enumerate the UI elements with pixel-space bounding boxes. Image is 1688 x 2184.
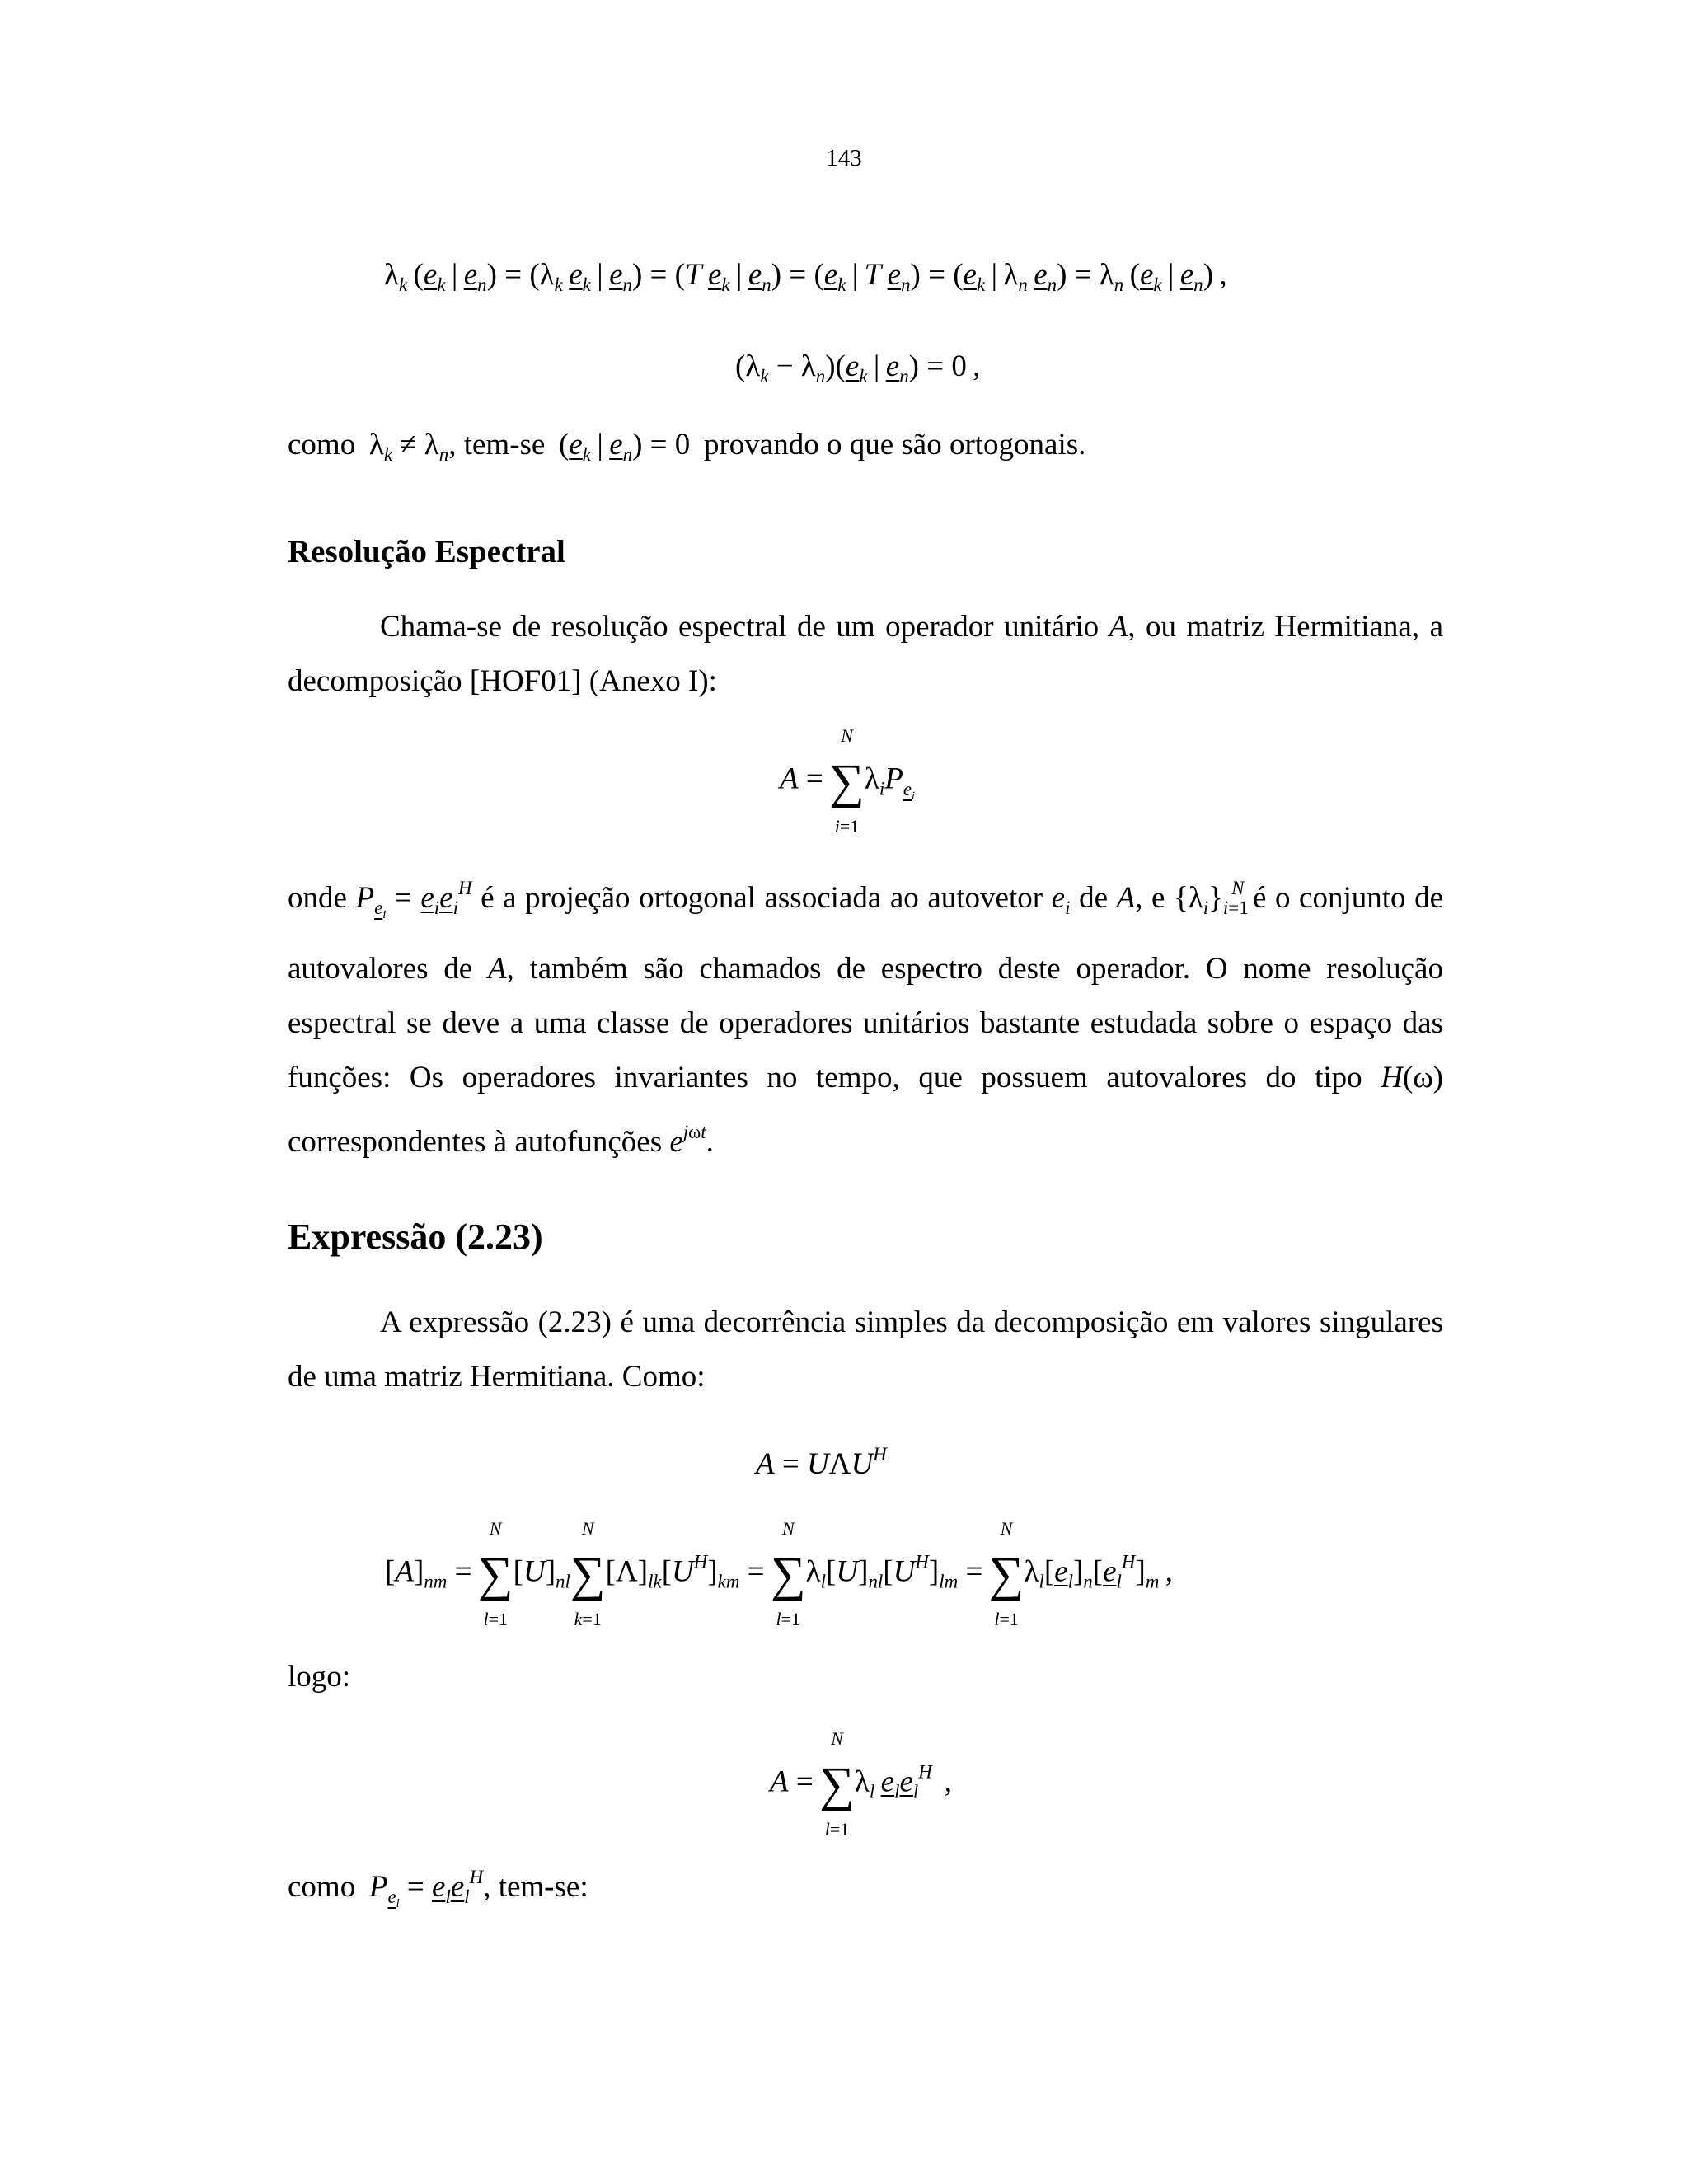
summation-symbol: N ∑ i=1: [829, 725, 865, 837]
paragraph-spectral-definition: Chama-se de resolução espectral de um operador unitário A, ou matriz Hermitiana, a decomposição [HOF01] (Anexo I):: [288, 610, 1444, 698]
equation-outer-product-sum: A = N ∑ l=1 $\lambda_l$ $e_le_l^H$ ,: [770, 1728, 952, 1840]
equation-difference-zero: $(\lambda_k - \lambda_n)(e_k$ | $e_n) = 0$ ,: [735, 349, 981, 387]
page-number: 143: [826, 145, 862, 171]
section-heading-spectral-resolution: Resolução Espectral: [288, 534, 565, 569]
paragraph-expression-intro: A expressão (2.23) é uma decorrência simples da decomposição em valores singulares de uma matriz Hermitiana. Como:: [288, 1305, 1443, 1394]
equation-svd: $A = U\Lambda U^H$: [756, 1444, 887, 1482]
summation-symbol: N ∑ l=1: [988, 1518, 1025, 1629]
text: , tem-se: [448, 428, 546, 462]
summation-symbol: N ∑ l=1: [770, 1518, 806, 1629]
section-heading-expression-2-23: Expressão (2.23): [288, 1216, 543, 1257]
summation-symbol: N ∑ k=1: [570, 1518, 606, 1629]
closing-line: como $P_{e_l} = e_le_l^H$, tem-se:: [288, 1867, 588, 1911]
orthogonality-conclusion: como $\lambda_k \ne \lambda_n$, tem-se ($e_k$ | $e_n) = 0$ provando o que são ortogonais.: [288, 428, 1086, 466]
text: provando o que são ortogonais.: [703, 428, 1086, 462]
text: como: [288, 428, 356, 462]
equation-spectral-decomposition: A = N ∑ i=1 $\lambda_iP_{e_i}$: [780, 725, 915, 837]
text-logo: logo:: [288, 1660, 351, 1694]
summation-symbol: N ∑ l=1: [819, 1728, 855, 1840]
summation-symbol: N ∑ l=1: [477, 1518, 513, 1629]
equation-orthogonality-chain: $\lambda_k$ ($e_k$ | $e_n) = (\lambda_k$ $e_k$ | $e_n) = (T$ $e_k$ | $e_n) = (e_k$ | T $e_n) = (e_k$ | $\lambda_n$ $e_n) = \lambda_n$ ($e_k$ | $e_n$) ,: [384, 258, 1227, 296]
equation-elementwise-expansion: $[A]_{nm}$ = N ∑ l=1 $[U]_{nl}$ N ∑ k=1 $[\Lambda]_{lk}[U^H]_{km}$ = N ∑ l=1 $\lambda_l[U]_{nl}[U^H]_{lm}$ = N ∑ l=1 $\lambda_l[e_l]_n[e_l^H]_m$ ,: [385, 1518, 1174, 1629]
paragraph-projection-definition: onde $P_{e_i} = e_ie_i^H$ é a projeção ortogonal associada ao autovetor $e_i$ de A, e $\{\lambda_i\}_{i=1}^N$ é o conjunto de autovalores de A, também são chamados de espectro deste operador. O nome resolução espectral se deve a uma classe de operadores unitários bastante estudada sobre o espaço das funções: Os operadores invariantes no tempo, que possuem autovalores do tipo H(ω) correspondentes à autofunções $e^{j\omega t}$.: [288, 878, 1444, 1160]
